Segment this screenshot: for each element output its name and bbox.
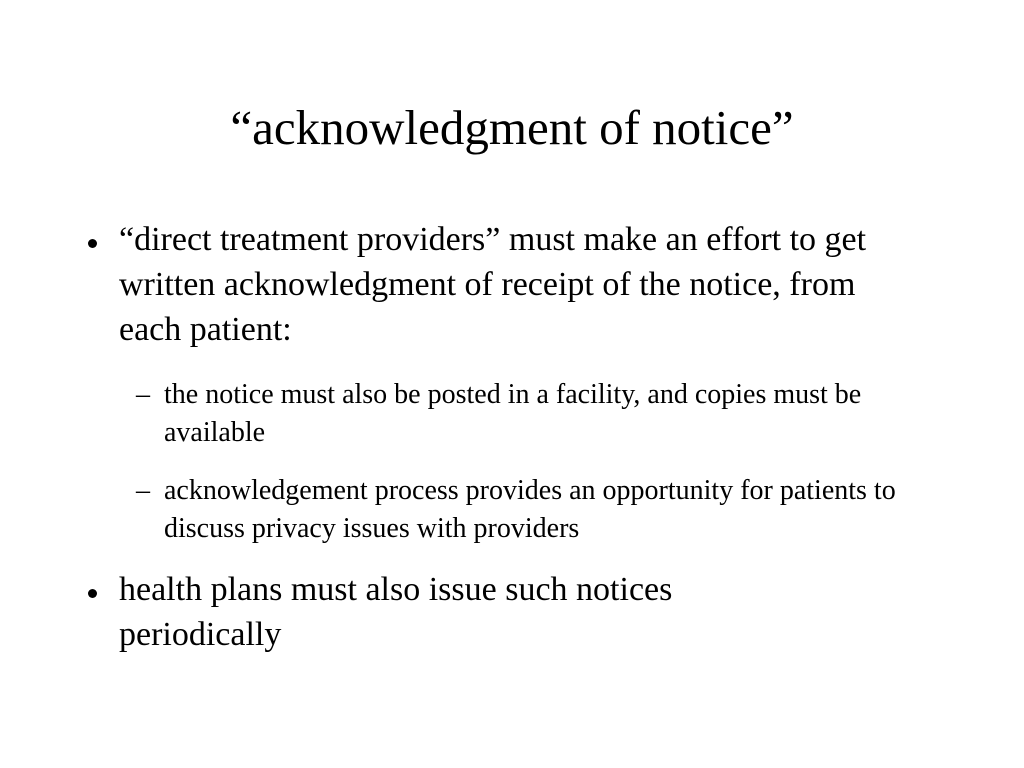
bullet-dot-icon bbox=[88, 589, 97, 598]
dash-icon: – bbox=[136, 475, 150, 506]
dash-icon: – bbox=[136, 379, 150, 410]
sub-bullet-text: the notice must also be posted in a facility, and copies must be available bbox=[164, 379, 862, 448]
bullet-text: health plans must also issue such notices periodically bbox=[119, 571, 673, 653]
bullet-text: “direct treatment providers” must make an effort to get written acknowledgment of receipt of the notice, from each patient: bbox=[119, 221, 867, 348]
sub-bullet-text: acknowledgement process provides an opportunity for patients to discuss privacy issues with providers bbox=[164, 475, 896, 544]
slide-title: “acknowledgment of notice” bbox=[230, 100, 794, 155]
bullet-dot-icon bbox=[88, 239, 97, 248]
